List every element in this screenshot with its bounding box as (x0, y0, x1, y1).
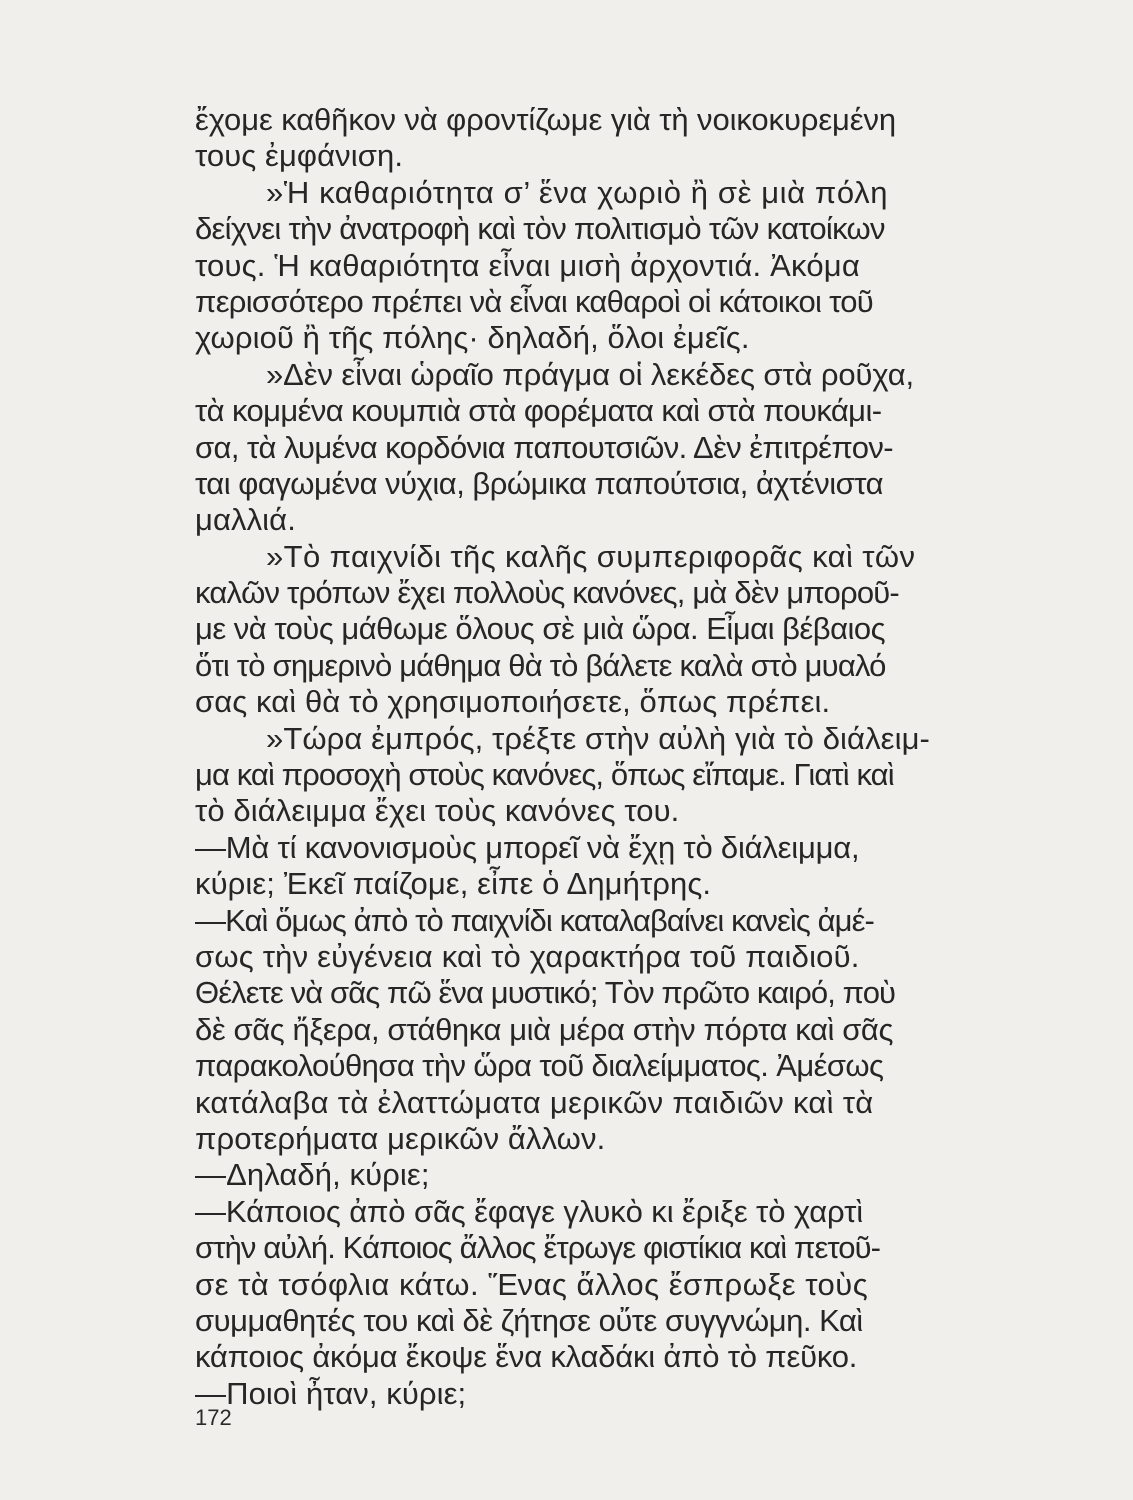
text-line: μαλλιά. (195, 502, 296, 538)
page-number: 172 (195, 1405, 232, 1430)
text-line: δὲ σᾶς ἤξερα, στάθηκα μιὰ μέρα στὴν πόρτα καὶ σᾶς (195, 1011, 893, 1047)
text-line: δείχνει τὴν ἀνατροφὴ καὶ τὸν πολιτισμὸ τῶν κατοίκων (195, 211, 885, 247)
text-line: τὰ κομμένα κουμπιὰ στὰ φορέματα καὶ στὰ πουκάμι- (195, 393, 882, 429)
text-line: σε τὰ τσόφλια κάτω. Ἕνας ἄλλος ἔσπρωξε τοὺς (195, 1266, 869, 1302)
text-line: στὴν αὐλή. Κάποιος ἄλλος ἔτρωγε φιστίκια καὶ πετοῦ- (195, 1230, 881, 1266)
text-line: παρακολούθησα τὴν ὥρα τοῦ διαλείμματος. Ἀμέσως (195, 1048, 884, 1084)
text-line: συμμαθητές του καὶ δὲ ζήτησε οὔτε συγγνώμη. Καὶ (195, 1302, 863, 1338)
text-line: —Κάποιος ἀπὸ σᾶς ἔφαγε γλυκὸ κι ἔριξε τὸ χαρτὶ (195, 1193, 864, 1229)
text-line: περισσότερο πρέπει νὰ εἶναι καθαροὶ οἱ κάτοικοι τοῦ (195, 283, 874, 319)
text-line: —Ποιοὶ ἦταν, κύριε; (195, 1375, 467, 1411)
text-line: »Ἡ καθαριότητα σ’ ἕνα χωριὸ ἢ σὲ μιὰ πόλη (266, 174, 889, 210)
text-line: καλῶν τρόπων ἔχει πολλοὺς κανόνες, μὰ δὲν μποροῦ- (195, 575, 899, 611)
text-line: κατάλαβα τὰ ἐλαττώματα μερικῶν παιδιῶν καὶ τὰ (195, 1084, 874, 1120)
text-line: τους ἐμφάνιση. (195, 138, 404, 174)
text-line: ἔχομε καθῆκον νὰ φροντίζωμε γιὰ τὴ νοικοκυρεμένη (195, 102, 897, 137)
page-text (195, 102, 1045, 1412)
text-line: μα καὶ προσοχὴ στοὺς κανόνες, ὅπως εἴπαμε. Γιατὶ καὶ (195, 757, 894, 793)
text-line: ὅτι τὸ σημερινὸ μάθημα θὰ τὸ βάλετε καλὰ στὸ μυαλό (195, 647, 886, 683)
text-line: σας καὶ θὰ τὸ χρησιμοποιήσετε, ὅπως πρέπει. (195, 684, 831, 720)
text-line: —Μὰ τί κανονισμοὺς μπορεῖ νὰ ἔχῃ τὸ διάλειμμα, (195, 829, 860, 865)
text-line: »Τὸ παιχνίδι τῆς καλῆς συμπεριφορᾶς καὶ τῶν (266, 538, 916, 574)
text-line: με νὰ τοὺς μάθωμε ὅλους σὲ μιὰ ὥρα. Εἶμαι βέβαιος (195, 611, 886, 647)
text-line: »Δὲν εἶναι ὡραῖο πράγμα οἱ λεκέδες στὰ ροῦχα, (266, 356, 915, 392)
text-line: »Τώρα ἐμπρός, τρέξτε στὴν αὐλὴ γιὰ τὸ διάλειμ- (266, 720, 930, 756)
text-line: κύριε; Ἐκεῖ παίζομε, εἶπε ὁ Δημήτρης. (195, 866, 712, 902)
text-line: Θέλετε νὰ σᾶς πῶ ἕνα μυστικό; Τὸν πρῶτο καιρό, ποὺ (195, 975, 896, 1011)
text-line: τους. Ἡ καθαριότητα εἶναι μισὴ ἀρχοντιά. Ἀκόμα (195, 247, 860, 283)
text-line: —Καὶ ὅμως ἀπὸ τὸ παιχνίδι καταλαβαίνει κανεὶς ἀμέ- (195, 902, 874, 938)
text-line: χωριοῦ ἢ τῆς πόλης· δηλαδή, ὅλοι ἐμεῖς. (195, 320, 750, 356)
text-line: τὸ διάλειμμα ἔχει τοὺς κανόνες του. (195, 793, 680, 829)
text-line: —Δηλαδή, κύριε; (195, 1157, 430, 1193)
text-line: σα, τὰ λυμένα κορδόνια παπουτσιῶν. Δὲν ἐπιτρέπον- (195, 429, 894, 465)
text-line: ται φαγωμένα νύχια, βρώμικα παπούτσια, ἀχτένιστα (195, 465, 884, 501)
text-line: προτερήματα μερικῶν ἄλλων. (195, 1120, 606, 1156)
text-line: σως τὴν εὐγένεια καὶ τὸ χαρακτήρα τοῦ παιδιοῦ. (195, 938, 860, 974)
text-line: κάποιος ἀκόμα ἔκοψε ἕνα κλαδάκι ἀπὸ τὸ πεῦκο. (195, 1339, 858, 1375)
